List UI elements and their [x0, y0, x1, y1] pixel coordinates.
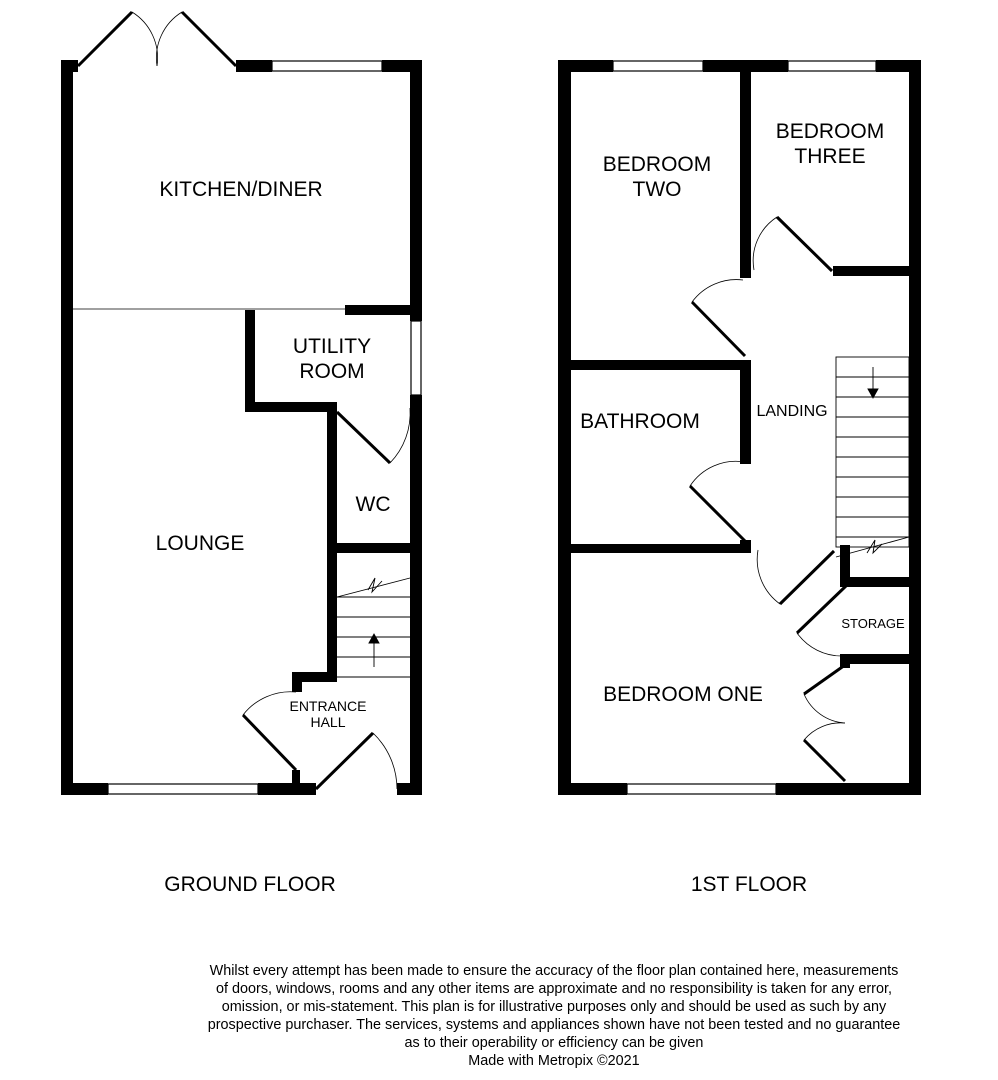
ground-floor-labels: [156, 178, 391, 730]
kitchen-french-doors: [78, 12, 236, 66]
storage-label: STORAGE: [841, 616, 905, 631]
metropix-credit: Made with Metropix ©2021: [468, 1053, 640, 1069]
utility-door: [337, 408, 410, 463]
lounge-label: LOUNGE: [155, 532, 245, 555]
entrance-hall-label-line1: ENTRANCE: [289, 698, 367, 714]
ground-stairs: [337, 578, 410, 677]
entrance-door: [316, 733, 397, 789]
bedroom-two-label-line2: TWO: [632, 178, 682, 201]
first-floor-stairs: [836, 357, 909, 557]
disclaimer-line: omission, or mis-statement. This plan is for illustrative purposes only and should be used as such by any: [221, 999, 887, 1015]
disclaimer-line: Whilst every attempt has been made to ensure the accuracy of the floor plan contained here, measurements: [209, 963, 899, 979]
utility-room-label-line1: UTILITY: [292, 335, 372, 358]
ground-floor-plan: [61, 12, 422, 896]
disclaimer-line: of doors, windows, rooms and any other items are approximate and no responsibility is taken for any error,: [216, 981, 892, 997]
ground-floor-walls: [61, 60, 422, 795]
wc-label: WC: [355, 493, 391, 516]
kitchen-window: [272, 61, 382, 71]
first-floor-plan: [558, 60, 921, 896]
bedroom-two-window: [613, 61, 703, 71]
disclaimer: [150, 962, 958, 1070]
disclaimer-line: as to their operability or efficiency can be given: [404, 1035, 704, 1051]
ground-windows: [108, 61, 421, 794]
bedroom-two-label-line1: BEDROOM: [602, 153, 712, 176]
bedroom-one-window: [627, 784, 776, 794]
bathroom-label: BATHROOM: [580, 410, 700, 433]
utility-window: [411, 321, 421, 395]
utility-room-label-line2: ROOM: [299, 360, 365, 383]
landing-label: LANDING: [756, 403, 828, 420]
lounge-window: [108, 784, 258, 794]
bedroom-three-label-line1: BEDROOM: [775, 120, 885, 143]
bedroom-one-label: BEDROOM ONE: [603, 683, 763, 706]
first-floor-title: 1ST FLOOR: [690, 873, 808, 896]
disclaimer-line: prospective purchaser. The services, systems and appliances shown have not been tested and no guarantee: [207, 1017, 901, 1033]
ground-floor-title: GROUND FLOOR: [164, 873, 336, 896]
entrance-hall-label-line2: HALL: [310, 714, 346, 730]
lounge-door: [243, 692, 296, 770]
bedroom-three-window: [788, 61, 876, 71]
bedroom-three-label-line2: THREE: [794, 145, 866, 168]
kitchen-diner-label: KITCHEN/DINER: [159, 178, 323, 201]
